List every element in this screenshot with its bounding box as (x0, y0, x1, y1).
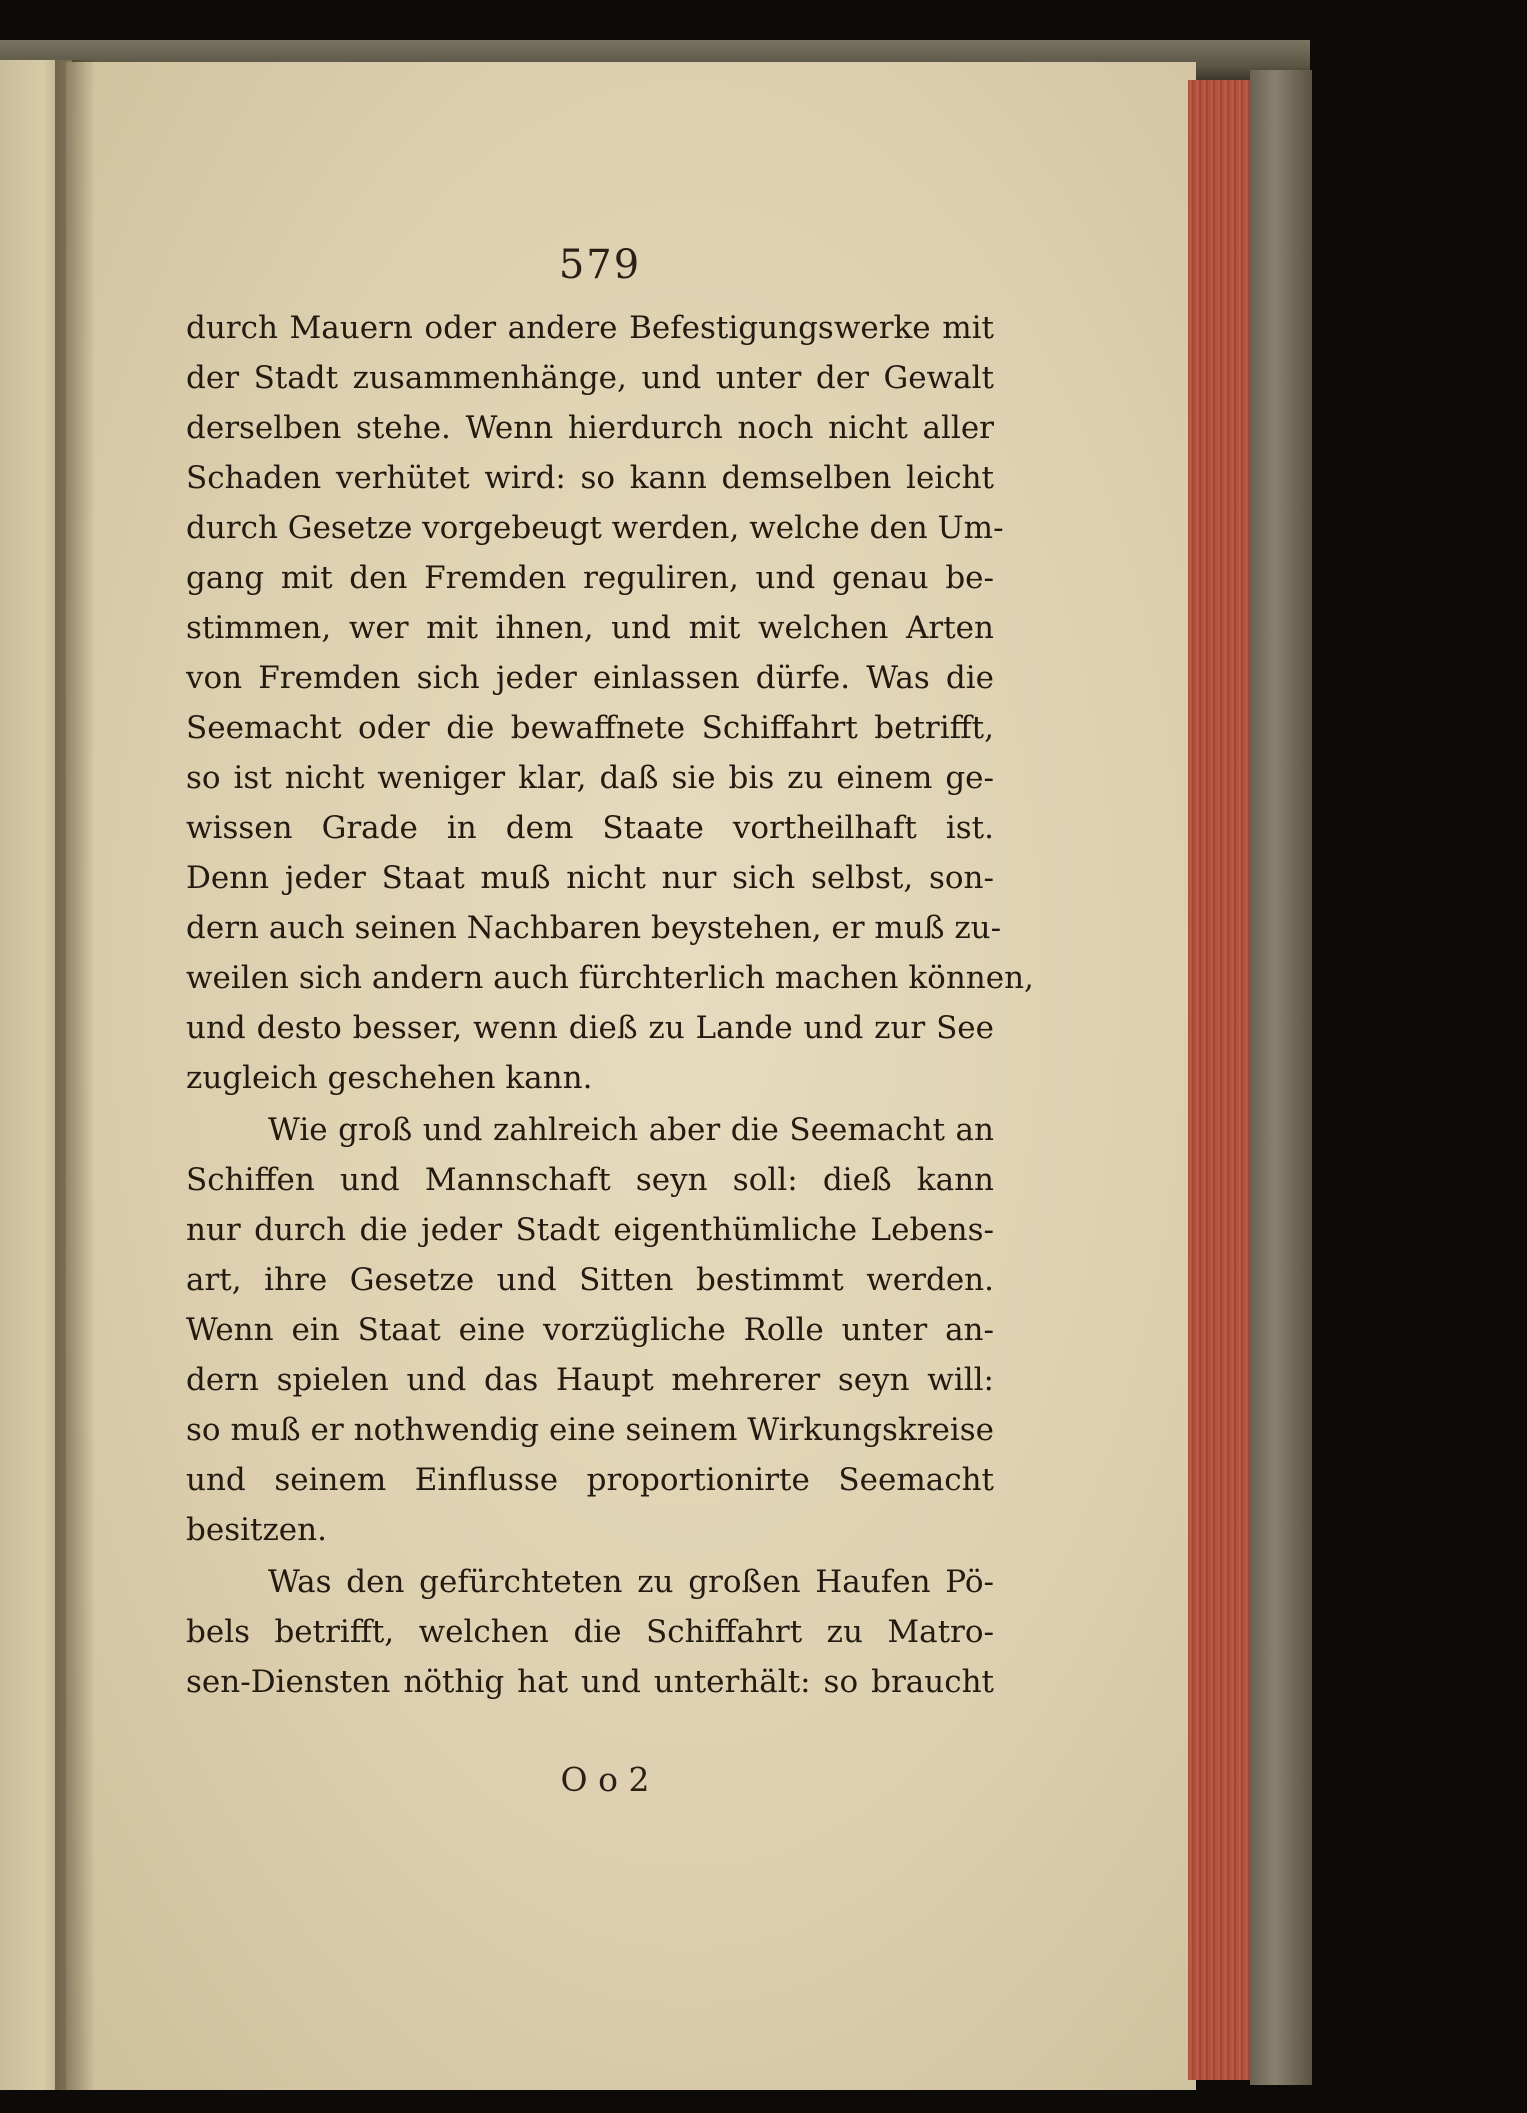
text-line-18: Schiffen und Mannschaft seyn soll: dieß kann (186, 1162, 994, 1198)
text-line-19: nur durch die jeder Stadt eigenthümliche Lebens- (186, 1212, 994, 1248)
gutter-shadow (55, 60, 95, 2090)
text-line-23: so muß er nothwendig eine seinem Wirkungskreise (186, 1412, 994, 1448)
text-line-9: Seemacht oder die bewaffnete Schiffahrt betrifft, (186, 710, 994, 746)
text-line-25: besitzen. (186, 1512, 327, 1548)
text-line-26: Was den gefürchteten zu großen Haufen Pö- (268, 1564, 994, 1600)
text-line-22: dern spielen und das Haupt mehrerer seyn will: (186, 1362, 994, 1398)
text-line-13: dern auch seinen Nachbaren beystehen, er muß zu- (186, 910, 1002, 946)
text-line-6: gang mit den Fremden reguliren, und genau be- (186, 560, 994, 596)
text-line-14: weilen sich andern auch fürchterlich machen können, (186, 960, 1034, 996)
red-page-edges (1188, 80, 1258, 2080)
printer-signature: O o 2 (560, 1760, 650, 1799)
text-line-21: Wenn ein Staat eine vorzügliche Rolle unter an- (186, 1312, 994, 1348)
text-line-4: Schaden verhütet wird: so kann demselben leicht (186, 460, 994, 496)
text-line-2: der Stadt zusammenhänge, und unter der Gewalt (186, 360, 994, 396)
text-line-17: Wie groß und zahlreich aber die Seemacht an (268, 1112, 994, 1148)
text-line-5: durch Gesetze vorgebeugt werden, welche den Um- (186, 510, 1004, 546)
text-line-24: und seinem Einflusse proportionirte Seemacht (186, 1462, 994, 1498)
page-number-text: 579 (558, 242, 642, 288)
back-cover-board (1250, 70, 1312, 2085)
text-line-1: durch Mauern oder andere Befestigungswerke mit (186, 310, 994, 346)
text-line-15: und desto besser, wenn dieß zu Lande und zur See (186, 1010, 994, 1046)
text-line-11: wissen Grade in dem Staate vortheilhaft ist. (186, 810, 994, 846)
text-line-3: derselben stehe. Wenn hierdurch noch nicht aller (186, 410, 994, 446)
page-number (470, 242, 730, 288)
text-line-20: art, ihre Gesetze und Sitten bestimmt werden. (186, 1262, 994, 1298)
text-line-28: sen-Diensten nöthig hat und unterhält: so braucht (186, 1664, 994, 1700)
text-line-8: von Fremden sich jeder einlassen dürfe. Was die (186, 660, 994, 696)
text-line-10: so ist nicht weniger klar, daß sie bis zu einem ge- (186, 760, 994, 796)
text-line-7: stimmen, wer mit ihnen, und mit welchen Arten (186, 610, 994, 646)
text-line-16: zugleich geschehen kann. (186, 1060, 593, 1096)
text-line-27: bels betrifft, welchen die Schiffahrt zu Matro- (186, 1614, 994, 1650)
text-line-12: Denn jeder Staat muß nicht nur sich selbst, son- (186, 860, 994, 896)
